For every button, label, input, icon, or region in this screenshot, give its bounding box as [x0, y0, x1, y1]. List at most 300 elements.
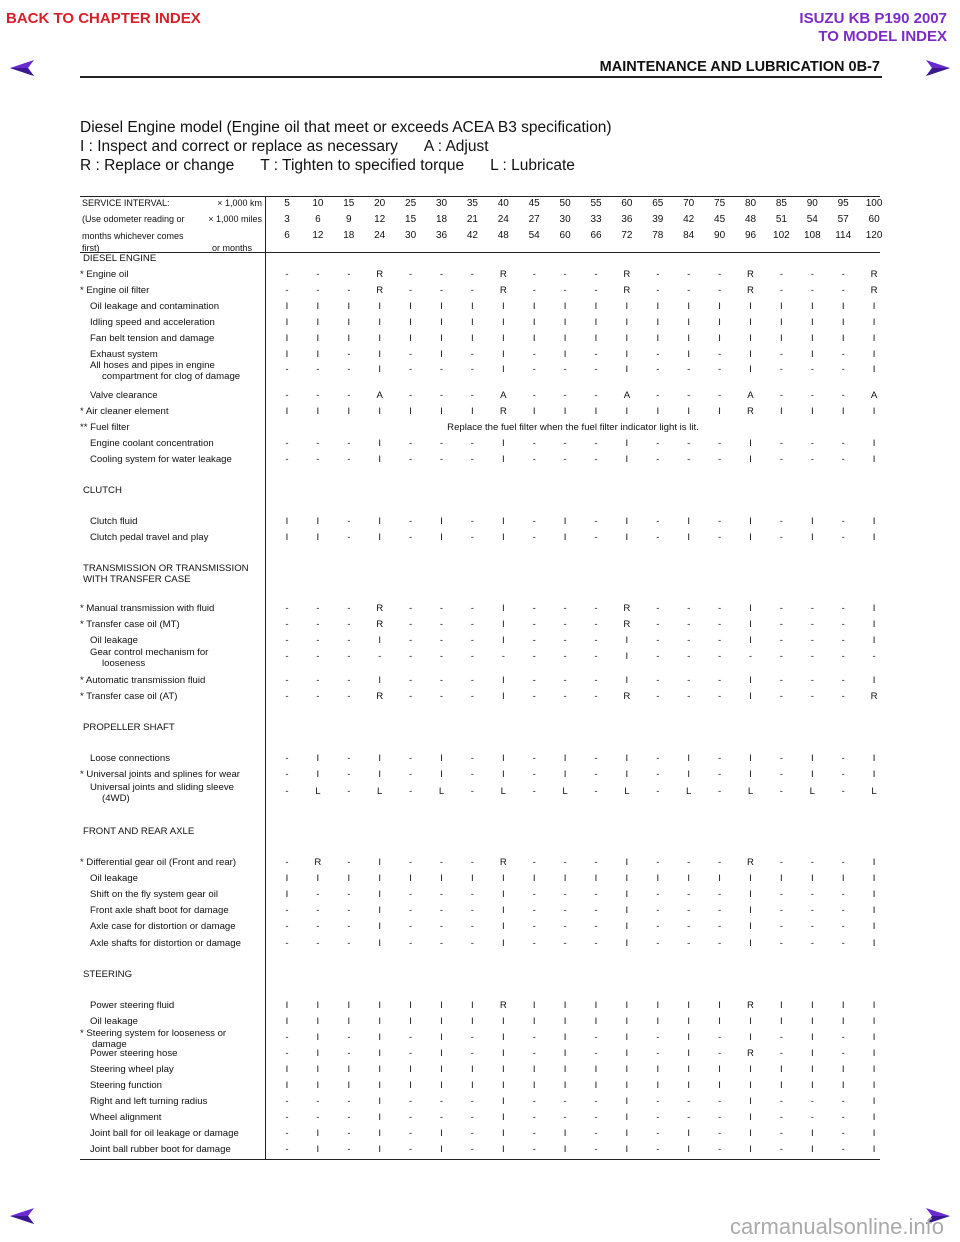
schedule-cell: -	[316, 619, 320, 630]
schedule-cell: -	[594, 905, 598, 916]
schedule-cell: -	[717, 364, 722, 375]
schedule-cell: I	[872, 317, 876, 328]
interval-months-cell: 96	[744, 230, 757, 241]
schedule-cell: I	[625, 675, 629, 686]
interval-km-cell: 90	[806, 198, 818, 209]
schedule-cell: -	[779, 454, 783, 465]
schedule-cell: -	[656, 1096, 660, 1107]
schedule-cell: I	[501, 1032, 505, 1043]
schedule-cell: -	[408, 938, 413, 949]
schedule-cell: I	[440, 1000, 443, 1011]
schedule-cell: I	[378, 1144, 382, 1155]
schedule-cell: -	[408, 364, 413, 375]
schedule-cell: -	[563, 603, 567, 614]
schedule-cell: I	[563, 1064, 567, 1075]
schedule-cell: I	[285, 1064, 289, 1075]
schedule-cell: -	[532, 1032, 536, 1043]
schedule-cell: -	[285, 675, 289, 686]
schedule-cell: I	[749, 921, 752, 932]
schedule-cell: I	[749, 769, 752, 780]
interval-months-cell: 6	[284, 230, 290, 241]
schedule-cell: I	[563, 1000, 567, 1011]
schedule-cell: I	[810, 1144, 814, 1155]
schedule-cell: -	[594, 938, 598, 949]
schedule-cell: I	[347, 406, 351, 417]
schedule-cell: -	[687, 635, 691, 646]
schedule-cell: I	[872, 857, 876, 868]
schedule-cell: I	[501, 1064, 505, 1075]
schedule-cell: I	[378, 301, 382, 312]
schedule-cell: R	[747, 1000, 754, 1011]
schedule-cell: I	[440, 1080, 443, 1091]
schedule-cell: I	[563, 1016, 567, 1027]
interval-miles-cell: 48	[744, 214, 757, 225]
interval-km-cell: 65	[652, 198, 664, 209]
schedule-cell: -	[563, 938, 567, 949]
schedule-cell: -	[841, 390, 845, 401]
schedule-cell: I	[563, 349, 567, 360]
schedule-cell: -	[563, 454, 567, 465]
header-label-months: months whichever comes	[82, 231, 184, 241]
interval-months-cell: 90	[714, 230, 726, 241]
schedule-cell: -	[563, 651, 567, 662]
schedule-cell: -	[470, 454, 474, 465]
schedule-cell: -	[470, 603, 474, 614]
schedule-cell: I	[625, 333, 629, 344]
schedule-cell: L	[747, 786, 754, 797]
schedule-cell: R	[747, 857, 754, 868]
schedule-cell: -	[532, 390, 536, 401]
schedule-cell: -	[408, 889, 413, 900]
schedule-cell: -	[347, 364, 351, 375]
interval-km-cell: 10	[312, 198, 324, 209]
schedule-cell: R	[623, 285, 631, 296]
schedule-cell: -	[594, 532, 598, 543]
schedule-cell: I	[316, 1000, 320, 1011]
schedule-cell: I	[440, 333, 443, 344]
schedule-cell: -	[563, 285, 567, 296]
schedule-cell: I	[687, 873, 691, 884]
schedule-cell: I	[316, 873, 320, 884]
schedule-cell: I	[532, 317, 536, 328]
schedule-cell: -	[717, 921, 722, 932]
schedule-cell: -	[347, 1144, 351, 1155]
schedule-cell: I	[749, 317, 752, 328]
schedule-cell: -	[532, 691, 536, 702]
schedule-cell: -	[810, 619, 814, 630]
schedule-cell: -	[347, 651, 351, 662]
schedule-cell: -	[532, 921, 536, 932]
schedule-cell: -	[779, 349, 783, 360]
interval-miles-cell: 45	[714, 214, 726, 225]
row-label: Power steering fluid	[90, 1000, 175, 1011]
schedule-cell: I	[810, 1064, 814, 1075]
schedule-cell: I	[316, 349, 320, 360]
schedule-cell: -	[687, 285, 691, 296]
schedule-cell: -	[316, 390, 320, 401]
schedule-cell: I	[872, 438, 876, 449]
schedule-cell: -	[779, 635, 783, 646]
schedule-cell: I	[749, 333, 752, 344]
row-label: Universal joints and sliding sleeve	[90, 782, 234, 793]
schedule-cell: I	[594, 873, 598, 884]
schedule-cell: -	[470, 691, 474, 702]
schedule-cell: I	[718, 873, 721, 884]
schedule-cell: -	[594, 1112, 598, 1123]
schedule-cell: I	[440, 1032, 443, 1043]
schedule-cell: I	[687, 349, 691, 360]
schedule-cell: -	[656, 438, 660, 449]
schedule-cell: -	[408, 269, 413, 280]
schedule-cell: I	[810, 406, 814, 417]
schedule-cell: I	[532, 1064, 536, 1075]
schedule-cell: I	[532, 1016, 536, 1027]
schedule-cell: -	[347, 349, 351, 360]
schedule-cell: I	[718, 317, 721, 328]
schedule-cell: A	[747, 390, 754, 401]
schedule-cell: -	[408, 1112, 413, 1123]
schedule-cell: -	[594, 285, 598, 296]
schedule-cell: I	[501, 753, 505, 764]
schedule-cell: I	[316, 1016, 320, 1027]
schedule-cell: I	[409, 1064, 412, 1075]
schedule-cell: -	[779, 364, 783, 375]
schedule-cell: I	[316, 769, 320, 780]
schedule-cell: -	[470, 349, 474, 360]
schedule-cell: I	[810, 1128, 814, 1139]
schedule-cell: -	[779, 889, 783, 900]
schedule-cell: -	[656, 454, 660, 465]
schedule-cell: -	[687, 390, 691, 401]
schedule-cell: I	[749, 635, 752, 646]
table-bottom-rule	[80, 1159, 880, 1160]
schedule-cell: I	[347, 1000, 351, 1011]
interval-miles-cell: 6	[315, 214, 321, 225]
schedule-cell: I	[749, 938, 752, 949]
schedule-cell: -	[563, 635, 567, 646]
schedule-cell: -	[779, 619, 783, 630]
schedule-cell: I	[563, 406, 567, 417]
interval-months-cell: 24	[374, 230, 386, 241]
schedule-cell: -	[532, 619, 536, 630]
schedule-cell: -	[347, 635, 351, 646]
row-label: Oil leakage	[90, 635, 138, 646]
schedule-cell: I	[563, 753, 567, 764]
schedule-cell: -	[532, 454, 536, 465]
schedule-cell: -	[439, 438, 444, 449]
schedule-cell: I	[440, 873, 443, 884]
schedule-cell: I	[532, 301, 536, 312]
schedule-cell: I	[532, 1080, 536, 1091]
schedule-cell: I	[378, 349, 382, 360]
interval-months-cell: 84	[683, 230, 695, 241]
schedule-cell: -	[316, 921, 320, 932]
schedule-cell: -	[285, 619, 289, 630]
schedule-cell: -	[594, 364, 598, 375]
row-label: Clutch pedal travel and play	[90, 532, 209, 543]
schedule-cell: -	[347, 1112, 351, 1123]
schedule-cell: -	[841, 349, 845, 360]
schedule-cell: R	[499, 269, 507, 280]
next-page-arrow-icon[interactable]	[926, 60, 950, 76]
schedule-cell: I	[749, 691, 752, 702]
schedule-cell: -	[656, 619, 660, 630]
schedule-cell: -	[656, 364, 660, 375]
schedule-cell: I	[625, 532, 629, 543]
schedule-cell: -	[563, 390, 567, 401]
schedule-cell: I	[378, 1080, 382, 1091]
row-label: Oil leakage	[90, 873, 138, 884]
schedule-cell: -	[563, 905, 567, 916]
schedule-cell: I	[501, 1144, 505, 1155]
schedule-cell: I	[841, 406, 845, 417]
schedule-cell: I	[440, 317, 443, 328]
schedule-cell: I	[625, 1000, 629, 1011]
schedule-cell: L	[500, 786, 506, 797]
schedule-cell: I	[810, 1080, 814, 1091]
schedule-cell: -	[285, 1032, 289, 1043]
back-to-chapter-index-link[interactable]: BACK TO CHAPTER INDEX	[6, 10, 201, 27]
schedule-cell: -	[687, 603, 691, 614]
row-label: * Differential gear oil (Front and rear)	[80, 857, 237, 868]
schedule-cell: -	[687, 938, 691, 949]
schedule-cell: I	[687, 333, 691, 344]
schedule-cell: -	[717, 753, 722, 764]
schedule-cell: I	[810, 873, 814, 884]
schedule-cell: -	[285, 691, 289, 702]
schedule-cell: I	[749, 532, 752, 543]
schedule-cell: I	[501, 301, 505, 312]
schedule-cell: I	[501, 364, 505, 375]
schedule-cell: I	[656, 333, 660, 344]
schedule-cell: I	[316, 753, 320, 764]
row-label: Wheel alignment	[90, 1112, 162, 1123]
schedule-cell: -	[316, 603, 320, 614]
interval-months-cell: 108	[803, 230, 821, 241]
schedule-cell: A	[500, 390, 507, 401]
schedule-cell: I	[687, 1032, 691, 1043]
schedule-cell: I	[687, 1144, 691, 1155]
interval-miles-cell: 42	[683, 214, 695, 225]
schedule-cell: I	[718, 301, 721, 312]
schedule-cell: -	[285, 269, 289, 280]
schedule-cell: I	[718, 1080, 721, 1091]
schedule-cell: -	[470, 857, 474, 868]
schedule-cell: -	[408, 285, 413, 296]
schedule-cell: -	[841, 619, 845, 630]
schedule-cell: -	[532, 635, 536, 646]
schedule-cell: I	[810, 349, 814, 360]
schedule-cell: -	[563, 889, 567, 900]
schedule-cell: -	[439, 905, 444, 916]
header-unit-miles: × 1,000 miles	[208, 214, 262, 224]
schedule-cell: -	[841, 1048, 845, 1059]
schedule-cell: -	[563, 1112, 567, 1123]
schedule-cell: -	[594, 635, 598, 646]
table-header	[80, 198, 883, 258]
schedule-cell: -	[408, 1128, 413, 1139]
schedule-cell: I	[501, 675, 505, 686]
schedule-cell: I	[501, 438, 505, 449]
schedule-cell: -	[501, 651, 505, 662]
schedule-cell: R	[314, 857, 322, 868]
schedule-cell: I	[316, 1064, 320, 1075]
schedule-cell: I	[872, 921, 876, 932]
schedule-cell: -	[532, 1048, 536, 1059]
schedule-cell: I	[749, 889, 752, 900]
schedule-cell: -	[470, 285, 474, 296]
to-model-index-link[interactable]: TO MODEL INDEX	[818, 28, 947, 45]
interval-km-cell: 80	[744, 198, 757, 209]
schedule-cell: -	[594, 889, 598, 900]
prev-page-arrow-bottom-icon[interactable]	[10, 1208, 34, 1224]
interval-months-cell: 12	[312, 230, 324, 241]
schedule-cell: -	[779, 691, 783, 702]
schedule-cell: -	[439, 675, 444, 686]
schedule-cell: -	[717, 532, 722, 543]
schedule-cell: -	[439, 1112, 444, 1123]
schedule-cell: -	[841, 1144, 845, 1155]
schedule-cell: -	[594, 921, 598, 932]
schedule-cell: I	[409, 1000, 412, 1011]
row-label: * Air cleaner element	[80, 406, 169, 417]
row-label: ** Fuel filter	[80, 422, 130, 433]
schedule-cell: I	[594, 1080, 598, 1091]
schedule-cell: I	[749, 1064, 752, 1075]
schedule-cell: -	[347, 1096, 351, 1107]
schedule-cell: -	[656, 603, 660, 614]
interval-km-cell: 15	[343, 198, 355, 209]
schedule-cell: -	[347, 1032, 351, 1043]
schedule-cell: -	[841, 364, 845, 375]
schedule-cell: I	[810, 532, 814, 543]
schedule-cell: A	[623, 390, 631, 401]
legend-line-1: I : Inspect and correct or replace as necessary A : Adjust	[80, 138, 489, 155]
row-label: Exhaust system	[90, 349, 158, 360]
interval-miles-cell: 21	[466, 214, 478, 225]
schedule-cell: -	[470, 651, 474, 662]
schedule-cell: I	[872, 1112, 876, 1123]
model-title[interactable]	[799, 10, 947, 46]
schedule-cell: I	[872, 406, 876, 417]
schedule-cell: -	[779, 390, 783, 401]
schedule-cell: -	[656, 769, 660, 780]
schedule-cell: -	[841, 438, 845, 449]
schedule-cell: -	[841, 603, 845, 614]
schedule-cell: -	[841, 454, 845, 465]
schedule-cell: I	[872, 516, 876, 527]
schedule-cell: I	[687, 1016, 691, 1027]
schedule-cell: I	[501, 333, 505, 344]
schedule-cell: I	[687, 1128, 691, 1139]
schedule-cell: I	[563, 873, 567, 884]
schedule-cell: R	[623, 619, 631, 630]
schedule-cell: -	[594, 651, 598, 662]
schedule-cell: I	[810, 753, 814, 764]
schedule-cell: -	[470, 889, 474, 900]
schedule-cell: I	[378, 1112, 382, 1123]
schedule-cell: -	[810, 390, 814, 401]
schedule-cell: I	[749, 753, 752, 764]
schedule-cell: R	[499, 1000, 507, 1011]
schedule-cell: -	[687, 857, 691, 868]
schedule-cell: I	[285, 317, 289, 328]
schedule-cell: L	[438, 786, 445, 797]
schedule-cell: -	[717, 938, 722, 949]
schedule-cell: -	[408, 921, 413, 932]
schedule-cell: -	[408, 454, 413, 465]
schedule-cell: -	[563, 1096, 567, 1107]
schedule-cell: -	[532, 532, 536, 543]
schedule-cell: I	[563, 769, 567, 780]
prev-page-arrow-icon[interactable]	[10, 60, 34, 76]
schedule-cell: L	[624, 786, 630, 797]
schedule-cell: -	[470, 1032, 474, 1043]
schedule-cell: -	[656, 285, 660, 296]
schedule-cell: I	[780, 873, 783, 884]
schedule-cell: I	[749, 1096, 752, 1107]
schedule-cell: -	[408, 1032, 413, 1043]
schedule-cell: -	[810, 938, 814, 949]
interval-miles-cell: 12	[374, 214, 386, 225]
interval-km-cell: 20	[374, 198, 386, 209]
schedule-cell: I	[625, 769, 629, 780]
schedule-cell: I	[378, 1032, 382, 1043]
schedule-cell: -	[656, 938, 660, 949]
interval-months-cell: 18	[343, 230, 355, 241]
schedule-cell: I	[378, 317, 382, 328]
schedule-cell: I	[501, 1016, 505, 1027]
schedule-cell: I	[563, 1048, 567, 1059]
schedule-cell: I	[378, 364, 382, 375]
schedule-cell: I	[718, 1000, 721, 1011]
row-label: * Automatic transmission fluid	[80, 675, 206, 686]
schedule-cell: I	[872, 454, 876, 465]
schedule-cell: I	[625, 1016, 629, 1027]
schedule-cell: I	[471, 873, 474, 884]
schedule-cell: -	[347, 1128, 351, 1139]
schedule-cell: R	[376, 619, 384, 630]
schedule-cell: I	[440, 1128, 443, 1139]
schedule-cell: -	[408, 753, 413, 764]
schedule-cell: -	[779, 269, 783, 280]
schedule-cell: I	[872, 301, 876, 312]
schedule-cell: -	[408, 635, 413, 646]
row-label-cont: looseness	[102, 658, 146, 669]
schedule-cell: R	[376, 269, 384, 280]
schedule-cell: I	[594, 317, 598, 328]
schedule-cell: I	[501, 938, 505, 949]
schedule-cell: I	[440, 769, 443, 780]
schedule-cell: I	[749, 364, 752, 375]
schedule-cell: I	[378, 1000, 382, 1011]
schedule-cell: I	[841, 317, 845, 328]
schedule-cell: -	[532, 1096, 536, 1107]
schedule-cell: -	[656, 786, 660, 797]
schedule-cell: I	[780, 317, 783, 328]
schedule-cell: -	[841, 857, 845, 868]
schedule-cell: -	[316, 905, 320, 916]
row-label: Shift on the fly system gear oil	[90, 889, 218, 900]
schedule-cell: -	[532, 269, 536, 280]
schedule-cell: -	[779, 769, 783, 780]
schedule-cell: R	[870, 691, 878, 702]
schedule-cell: -	[532, 938, 536, 949]
schedule-cell: -	[717, 619, 722, 630]
schedule-cell: -	[810, 1112, 814, 1123]
schedule-cell: I	[563, 1144, 567, 1155]
schedule-cell: -	[408, 651, 413, 662]
